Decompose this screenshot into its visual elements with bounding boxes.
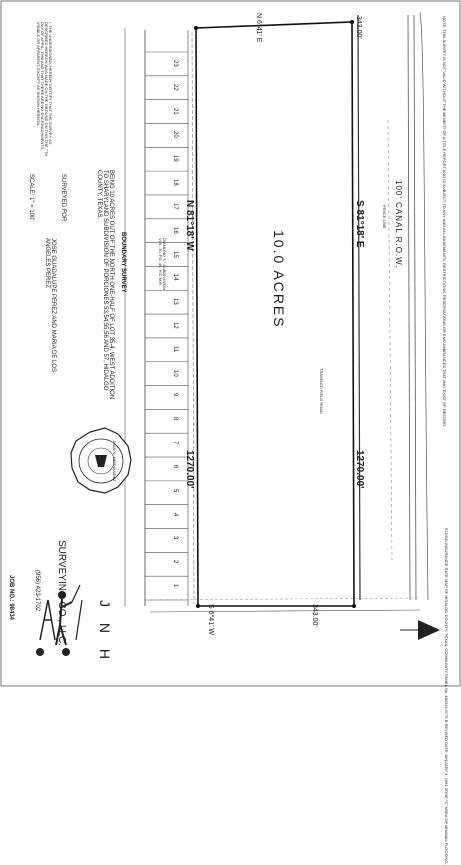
south-line-bearing: S 6°41' W — [207, 604, 214, 635]
surveyor-seal — [71, 428, 131, 493]
lot-number: 1 — [172, 584, 178, 588]
company-initials: J N H — [97, 600, 113, 665]
flood-note: FLOOD INSURANCE RATE MAP OF HIDALGO COUNTY, TEXAS, COMMUNITY PANEL No. 480334 0175 B REVISED DATE JANUARY 4, 1991 ZONE "C" AREA OF MINIMAL FLOODING. — [444, 528, 449, 865]
seal-surveyor: JUAN N. HERNANDEZ — [112, 440, 117, 482]
lot-number: 12 — [172, 322, 178, 329]
lot-number: 14 — [172, 274, 178, 282]
lot-number: 6 — [172, 464, 178, 469]
lot-number: 10 — [172, 369, 178, 377]
west-line-bearing: N 81°18' W — [184, 200, 195, 251]
top-note: NOTE: THIS SURVEY IS NOT VALID WITHOUT THE BENEFIT OF A TITLE REPORT AND IS SUBJECT TO ANY AND ALL EASEMENTS, RESTRICTIONS, RESERVATIONS OR ENCUMBRANCES THAT MAY EXIST OF RECORD. — [442, 16, 447, 428]
lot-number: 18 — [172, 179, 178, 186]
canal-label: 100' CANAL R.O.W. — [394, 180, 403, 269]
lot-number: 2 — [172, 560, 178, 564]
lot-number: 23 — [172, 59, 178, 67]
surveyed-for-label: SURVEYED FOR: — [60, 174, 66, 223]
north-line-distance: 343.00' — [355, 16, 362, 39]
survey-type: BOUNDARY SURVEY — [120, 232, 126, 293]
lot-number: 9 — [172, 393, 178, 397]
lot-number: 20 — [172, 131, 178, 139]
west-line-distance: 1270.00' — [184, 450, 195, 489]
lot-number: 15 — [172, 250, 178, 258]
lot-number: 21 — [172, 107, 178, 115]
north-arrow-icon — [400, 620, 440, 640]
certification-text: I, THE UNDERSIGNED, HEREBY CERTIFY THAT THE SURVEY AS DESCRIBED HEREON WAS MADE ON THE GROUND ON THIS THE 7TH DAY OF APRIL, 1998 AND THAT THERE ARE NO ENCROACHMENTS, VISIBLE OR APPARENT, EXCEPT AS SHOWN HEREON. — [36, 22, 53, 157]
area-label: 10.0 ACRES — [271, 230, 287, 329]
corner-marker — [352, 604, 356, 608]
scale-label: SCALE: 1" = 100' — [28, 174, 34, 221]
lot-number: 8 — [172, 417, 178, 421]
survey-description: BEING 10 ACRES OUT OF THE NORTH ONE-HALF OF LOT 35-4, WEST ADDITION TO SHARYLAND SUBDIVISION OF PORCIONES 53,54,55,56 AND 57, HIDALGO COUNTY, TEXAS. — [96, 170, 114, 400]
subdivision-label: DIAMOND "L" SUBDIVISION VOL. 30, PG. 49, H.C.M.R. — [158, 238, 167, 290]
job-number: JOB NO.: 98434 — [8, 575, 14, 621]
east-line-bearing: S 81°18' E — [354, 200, 365, 248]
road-label: TRAVELED FIELD ROAD — [319, 368, 324, 414]
lot-number: 4 — [172, 512, 178, 516]
north-line-bearing: N 6°41' E — [255, 13, 262, 43]
surveyed-for: JOSE GUADALUPE PEREZ AND MARIA DE LOS ANGELES PEREZ — [44, 238, 56, 373]
lot-number: 19 — [172, 155, 178, 162]
corner-marker — [196, 604, 200, 608]
east-line-distance: 1270.00' — [354, 450, 365, 489]
company-name: SURVEYING CO., LLC. — [56, 540, 67, 646]
south-line-distance: 343.00' — [311, 604, 318, 627]
corner-marker — [194, 26, 198, 30]
lot-number: 11 — [172, 345, 178, 353]
lot-number: 16 — [172, 226, 178, 234]
fence-label: FENCE LINE — [382, 205, 387, 229]
corner-marker — [350, 20, 354, 24]
lot-number: 3 — [172, 536, 178, 540]
lot-number: 7 — [172, 441, 178, 445]
lot-number: 5 — [172, 488, 178, 493]
company-phone: (956) 423-1702 — [34, 570, 40, 612]
lot-number: 13 — [172, 298, 178, 305]
lot-number: 17 — [172, 202, 178, 210]
lot-number: 22 — [172, 83, 178, 91]
